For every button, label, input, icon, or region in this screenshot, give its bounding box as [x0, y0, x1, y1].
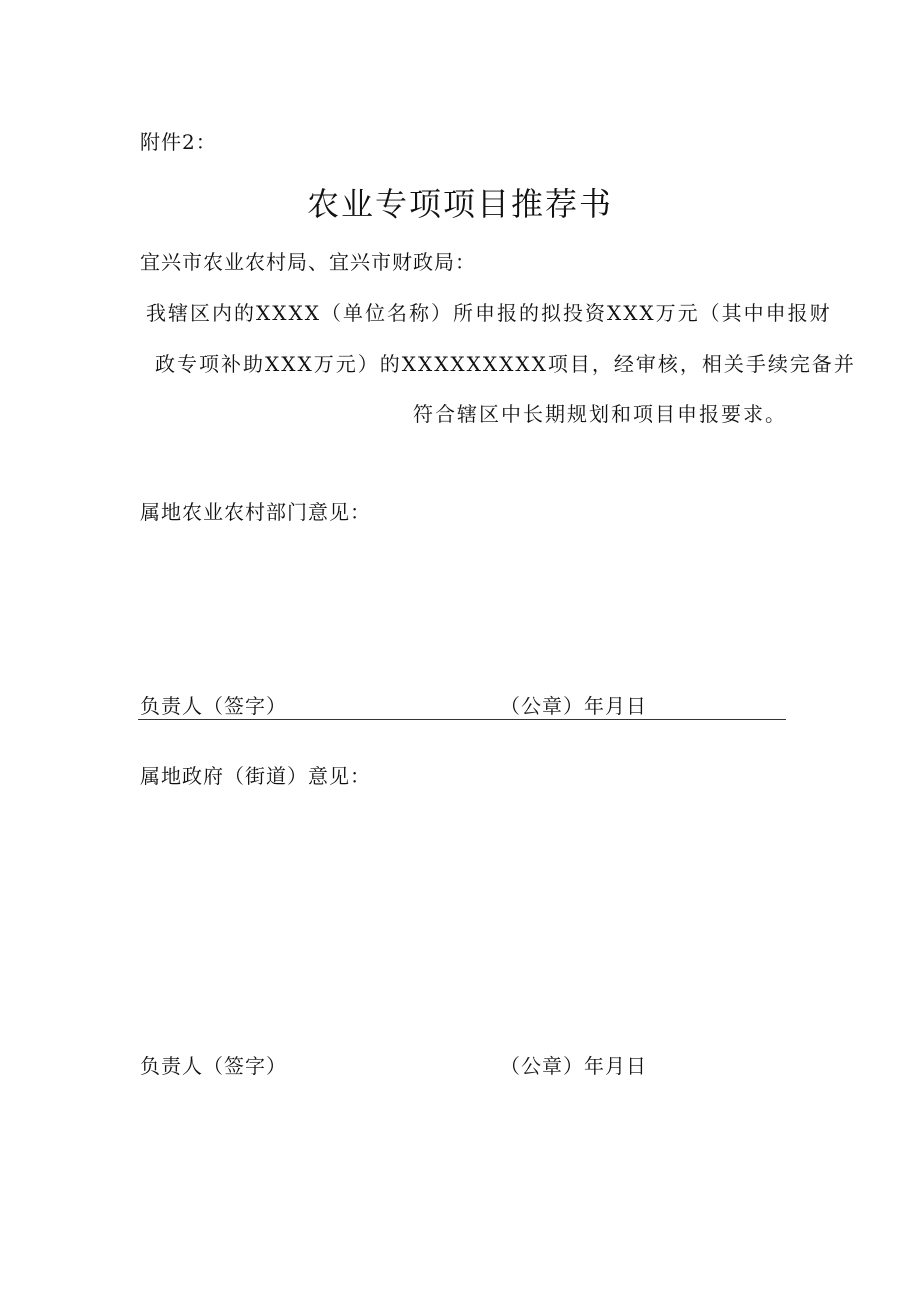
gov-opinion-label: 属地政府（街道）意见： — [140, 764, 371, 788]
body-line-3: 符合辖区中长期规划和项目申报要求。 — [413, 402, 787, 426]
body-line-1: 我辖区内的XXXX（单位名称）所申报的拟投资XXX万元（其中申报财 — [146, 301, 832, 325]
attachment-label: 附件2： — [140, 130, 217, 154]
agri-signature-label: 负责人（签字） — [140, 694, 287, 718]
addressee: 宜兴市农业农村局、宜兴市财政局： — [140, 250, 476, 274]
agri-stamp-date-label: （公章）年月日 — [500, 694, 647, 718]
gov-signature-label: 负责人（签字） — [140, 1054, 287, 1078]
agri-dept-opinion-label: 属地农业农村部门意见： — [140, 500, 371, 524]
gov-stamp-date-label: （公章）年月日 — [500, 1054, 647, 1078]
body-line-2: 政专项补助XXX万元）的XXXXXXXXX项目，经审核，相关手续完备并 — [155, 352, 856, 376]
page-title: 农业专项项目推荐书 — [306, 185, 613, 223]
section-divider — [138, 719, 786, 720]
